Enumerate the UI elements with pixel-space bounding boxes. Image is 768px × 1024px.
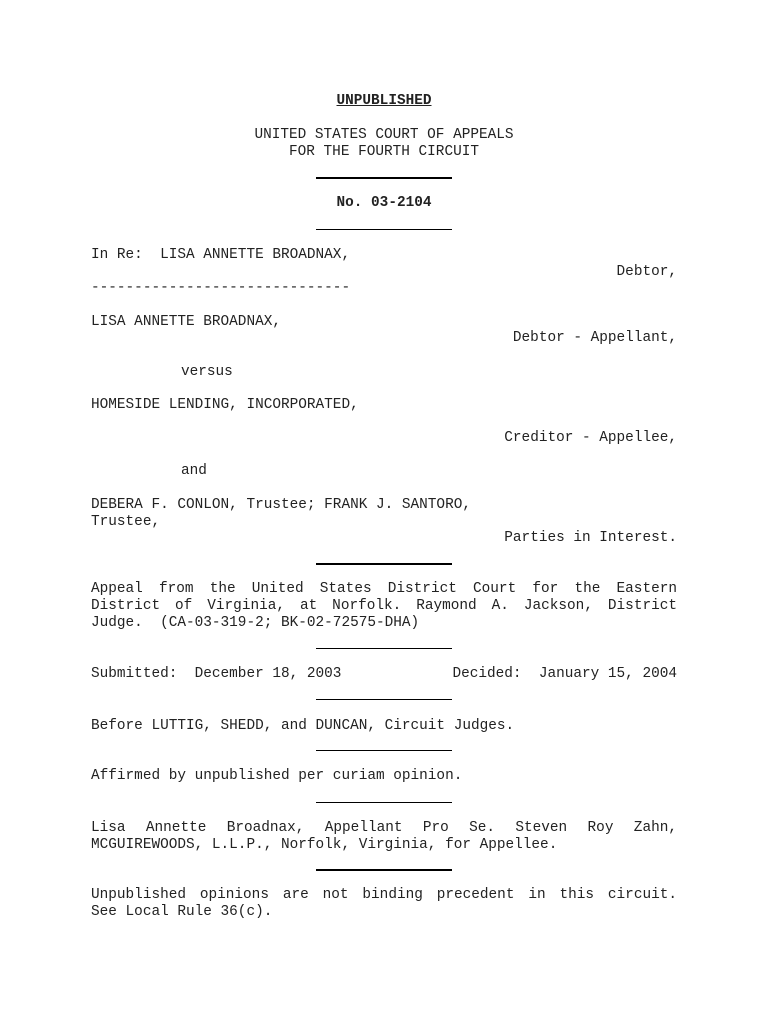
publication-status: UNPUBLISHED [336, 93, 432, 109]
court-name-line2: FOR THE FOURTH CIRCUIT [289, 144, 479, 160]
appeal-line2: District of Virginia, at Norfolk. Raymond A. Jackson, District [91, 598, 677, 614]
debtor-role: Debtor, [616, 264, 677, 280]
in-re-line: In Re: LISA ANNETTE BROADNAX, [91, 247, 351, 263]
counsel-line1: Lisa Annette Broadnax, Appellant Pro Se. Steven Roy Zahn, [91, 820, 677, 836]
trustees-role: Parties in Interest. [504, 530, 677, 546]
divider [316, 802, 452, 803]
court-name-line1: UNITED STATES COURT OF APPEALS [254, 127, 514, 143]
divider [316, 229, 452, 230]
divider [316, 177, 452, 179]
appeal-line1: Appeal from the United States District Court for the Eastern [91, 581, 677, 597]
appellant-name: LISA ANNETTE BROADNAX, [91, 314, 281, 330]
appeal-line3: Judge. (CA-03-319-2; BK-02-72575-DHA) [91, 615, 420, 631]
notice-line2: See Local Rule 36(c). [91, 904, 273, 920]
submitted-date: Submitted: December 18, 2003 [91, 666, 342, 682]
versus-label: versus [181, 364, 233, 380]
appellee-role: Creditor - Appellee, [504, 430, 677, 446]
case-number: No. 03-2104 [336, 195, 432, 211]
and-label: and [181, 463, 207, 479]
notice-line1: Unpublished opinions are not binding precedent in this circuit. [91, 887, 677, 903]
trustees-line2: Trustee, [91, 514, 161, 530]
counsel-line2: MCGUIREWOODS, L.L.P., Norfolk, Virginia, for Appellee. [91, 837, 558, 853]
divider [316, 750, 452, 751]
trustees-line1: DEBERA F. CONLON, Trustee; FRANK J. SANTORO, [91, 497, 471, 513]
appellee-name: HOMESIDE LENDING, INCORPORATED, [91, 397, 359, 413]
panel-judges: Before LUTTIG, SHEDD, and DUNCAN, Circuit Judges. [91, 718, 515, 734]
appellant-role: Debtor - Appellant, [512, 330, 677, 346]
disposition: Affirmed by unpublished per curiam opinion. [91, 768, 463, 784]
decided-date: Decided: January 15, 2004 [452, 666, 677, 682]
caption-separator: ------------------------------ [91, 280, 351, 296]
divider [316, 699, 452, 700]
divider [316, 648, 452, 649]
divider [316, 869, 452, 871]
divider [316, 563, 452, 565]
